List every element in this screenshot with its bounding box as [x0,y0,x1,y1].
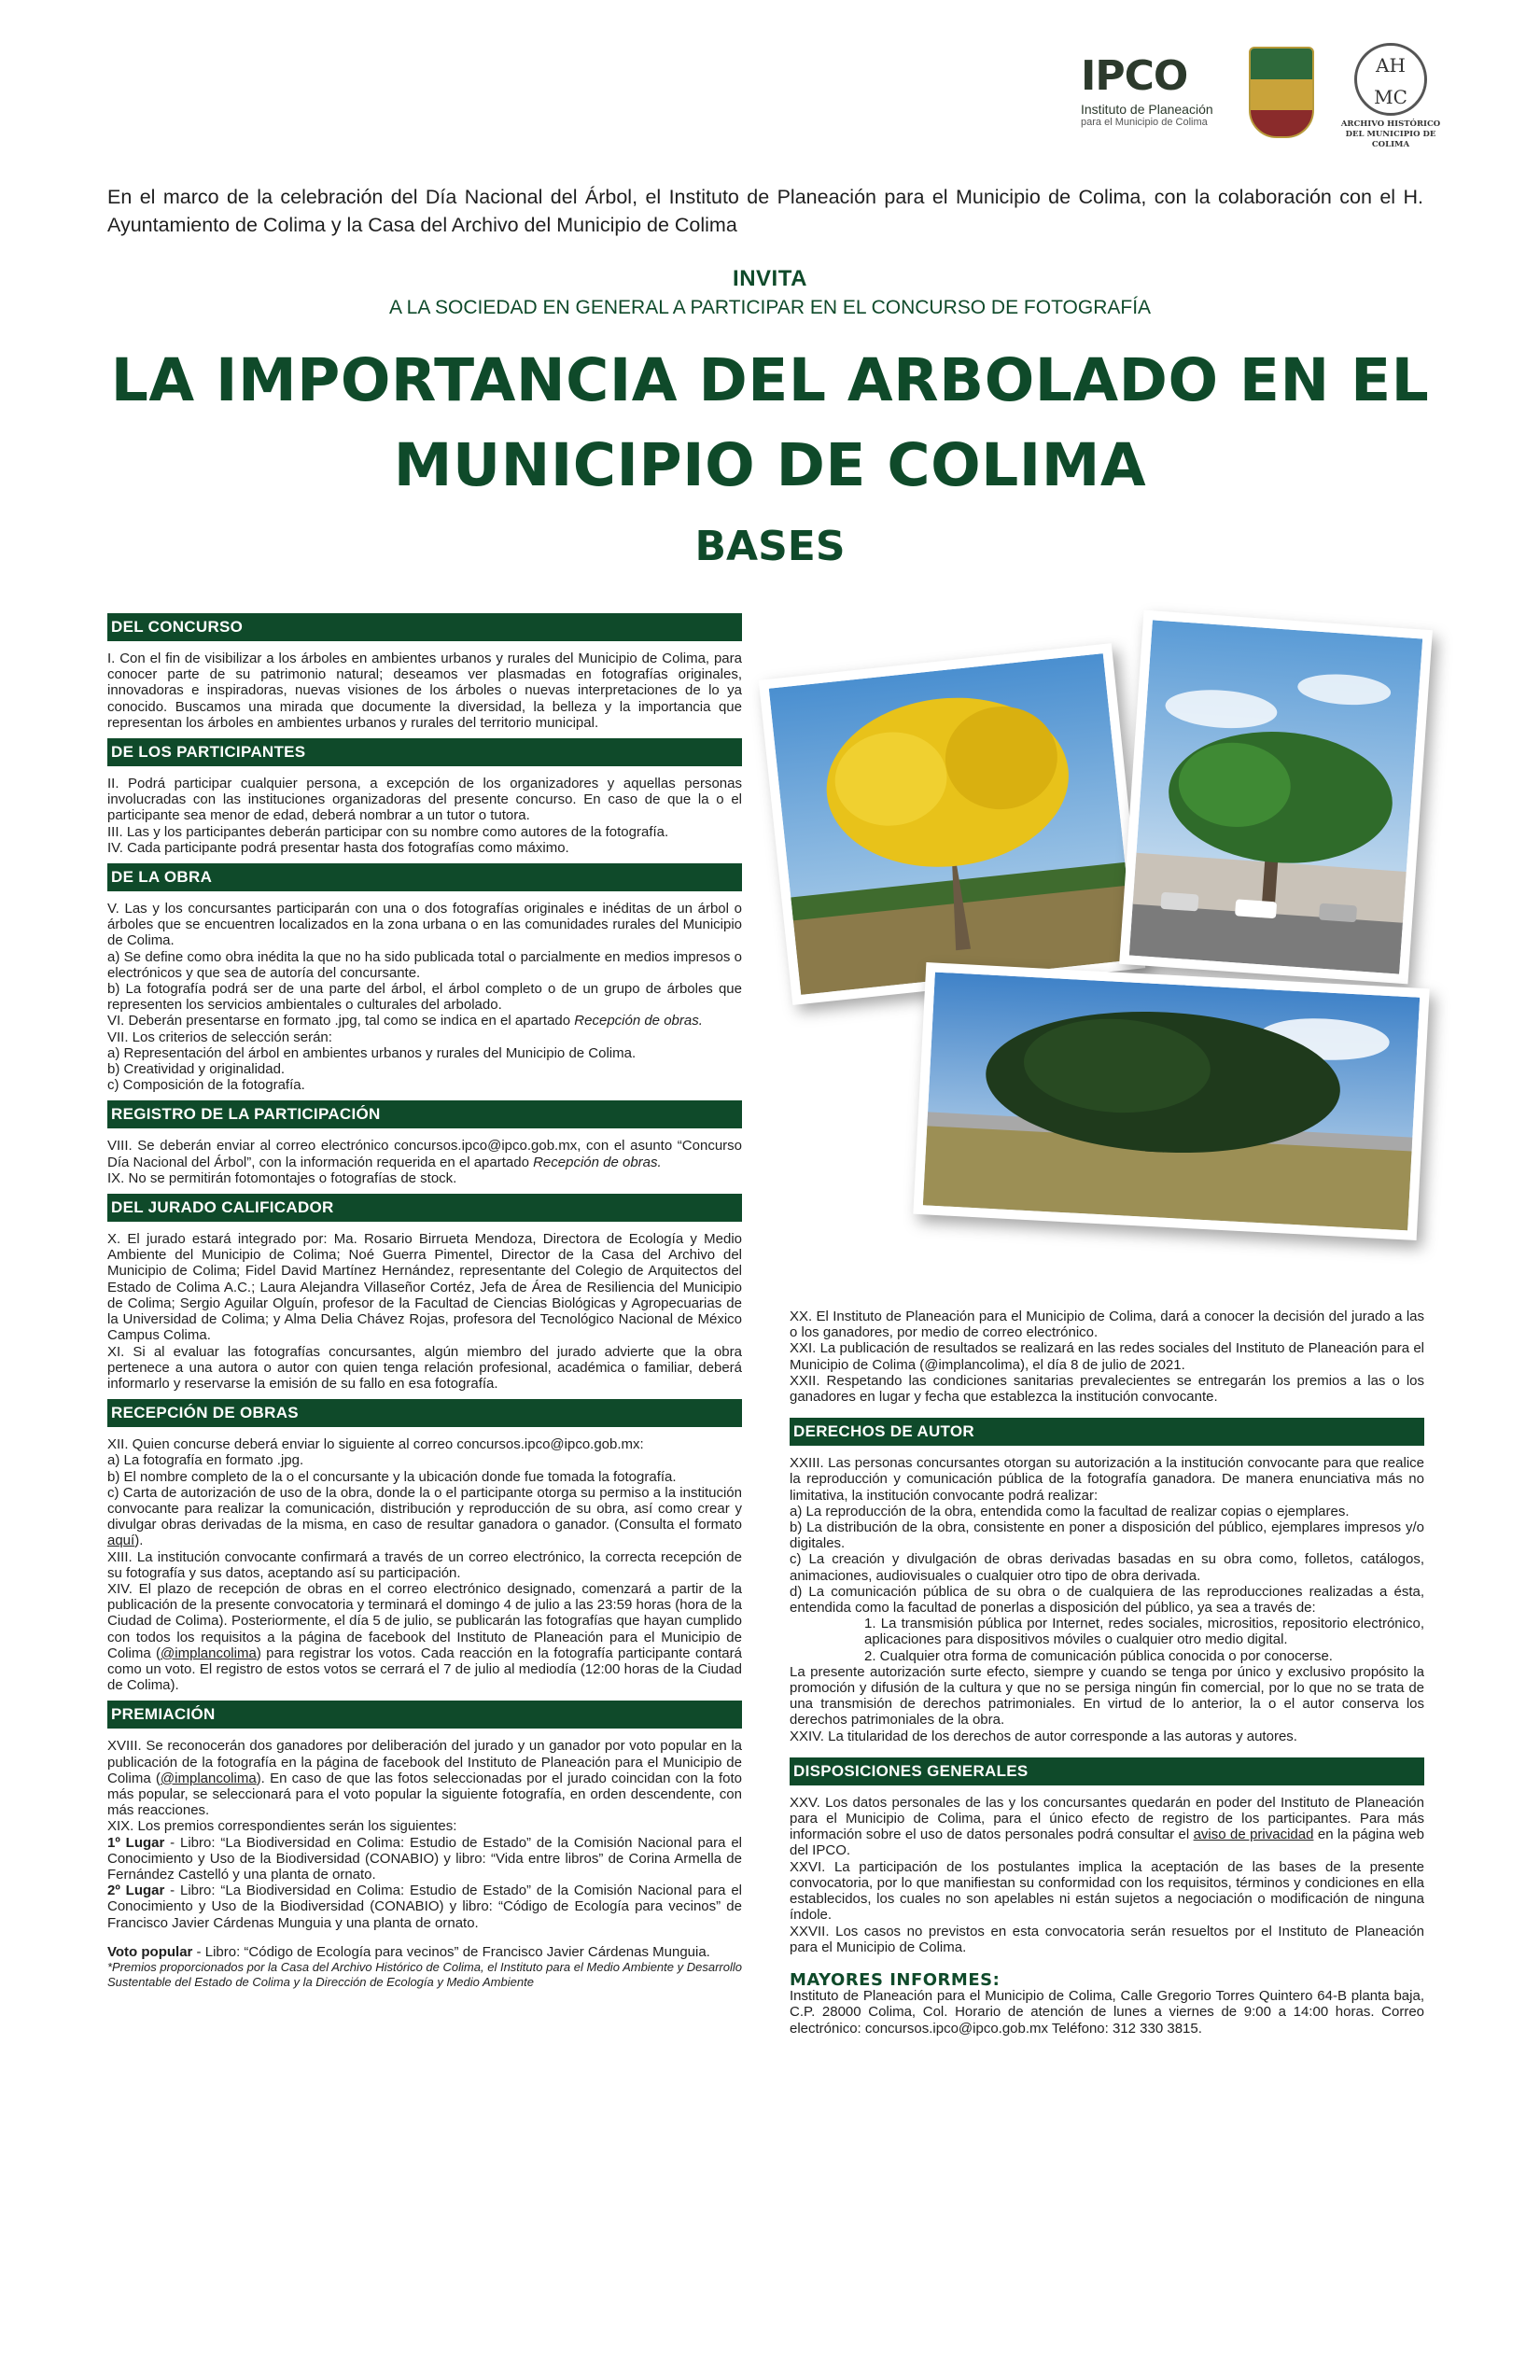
section-title-registro: REGISTRO DE LA PARTICIPACIÓN [107,1100,742,1128]
invita-heading: INVITA [733,266,807,291]
paragraph: b) Creatividad y originalidad. [107,1061,286,1078]
photo-street-trees [1119,610,1433,985]
prize-first [107,1835,742,1883]
paragraph: II. Podrá participar cualquier persona, a excepción de los organizadores y aquellas personas involucradas con las instituciones organizadoras del presente concurso. En caso de que la o el participante sea menor de edad, deberá nombrar a un tutor o tutora. [107,776,742,824]
large-tree-image [923,973,1420,1231]
section-title-participantes: DE LOS PARTICIPANTES [107,738,742,766]
prize-label: Voto popular [107,1943,193,1960]
paragraph: d) La comunicación pública de su obra o de cualquiera de las reproducciones realizadas a ésta, entendida como la facultad de ponerlas a disposición del público, ya sea a través de: [790,1583,1424,1617]
page-title-line2: MUNICIPIO DE COLIMA [393,431,1147,499]
ipco-wordmark: IPCO [1081,52,1188,100]
page-title-line1: LA IMPORTANCIA DEL ARBOLADO EN EL [110,346,1430,414]
paragraph: a) Se define como obra inédita la que no ha sido publicada total o parcialmente en medios impresos o electrónicos y que sea de autoría del concursante. [107,948,742,981]
ahmc-seal [1354,43,1427,116]
more-info-text: Instituto de Planeación para el Municipio de Colima, Calle Gregorio Torres Quintero 64-B planta baja, C.P. 28000 Colima, Col. Horario de atención de lunes a viernes de 9:00 a 14:00 horas. Correo electrónico: concursos.ipco@ipco.gob.mx Teléfono: 312 330 3815. [790,1988,1424,2037]
yellow-tree-image [769,653,1136,995]
spacer [107,1931,742,1944]
paragraph: III. Las y los participantes deberán participar con su nombre como autores de la fotografía. [107,823,669,840]
text-run: - Libro: “La Biodiversidad en Colima: Estudio de Estado” de la Comisión Nacional para el Conocimiento y Uso de la Biodiversidad (CONABIO) y libro: “Código de Ecología para vecinos” de Francisco Javier Cárdenas Munguia y una planta de ornato. [107,1883,742,1931]
section-registro [107,1128,742,1186]
paragraph: IV. Cada participante podrá presentar hasta dos fotografías como máximo. [107,839,569,856]
section-title-jurado: DEL JURADO CALIFICADOR [107,1194,742,1222]
invita-subheading: A LA SOCIEDAD EN GENERAL A PARTICIPAR EN EL CONCURSO DE FOTOGRAFÍA [388,297,1152,318]
section-title-concurso: DEL CONCURSO [107,613,742,641]
street-trees-image [1129,620,1422,973]
prize-note: *Premios proporcionados por la Casa del Archivo Histórico de Colima, el Instituto para el Medio Ambiente y Desarrollo Sustentable del Estado de Colima y la Dirección de Ecología y Medio Ambiente [107,1960,742,1989]
photo-large-tree [913,962,1429,1240]
text-run: XXV. Los datos personales de las y los concursantes quedarán en poder del Instituto de Planeación para el Municipio de Colima, para el único efecto de registro de los participantes. Para más información sobre el uso de datos personales podrá consultar el [790,1794,1424,1843]
paragraph: XIII. La institución convocante confirmará a través de un correo electrónico, la correcta recepción de su fotografía y sus datos, aceptando así su participación. [107,1548,742,1581]
text-run-italic: Recepción de obras. [574,1013,703,1029]
ahmc-caption-line1: ARCHIVO HISTÓRICO [1340,119,1441,129]
paragraph: b) El nombre completo de la o el concursante y la ubicación donde fue tomada la fotografía. [107,1468,677,1485]
paragraph: XX. El Instituto de Planeación para el Municipio de Colima, dará a conocer la decisión del jurado a las o los ganadores, por medio de correo electrónico. [790,1309,1424,1341]
paragraph: 1. La transmisión pública por Internet, redes sociales, micrositios, repositorio electrónico, aplicaciones para dispositivos móviles o cualquier otro medio digital. [864,1616,1424,1648]
text-run: - Libro: “Código de Ecología para vecinos” de Francisco Javier Cárdenas Munguia. [192,1943,710,1960]
paragraph: XI. Si al evaluar las fotografías concursantes, algún miembro del jurado advierte que la obra pertenece a una autora o autor con quien tenga relación profesional, académica o familiar, deberá informarlo y reservarse la emisión de su fallo en esa fotografía. [107,1343,742,1392]
paragraph: b) La distribución de la obra, consistente en poner a disposición del público, ejemplares impresos y/o digitales. [790,1519,1424,1552]
paragraph: XXII. Respetando las condiciones sanitarias prevalecientes se entregarán los premios a las o los ganadores en lugar y fecha que establezca la institución convocante. [790,1372,1424,1406]
privacy-notice-link[interactable]: aviso de privacidad [1193,1827,1314,1843]
paragraph: a) La reproducción de la obra, entendida como la facultad de realizar copias o ejemplares. [790,1503,1350,1519]
text-run: c) Carta de autorización de uso de la obra, donde la o el participante otorga su permiso a la institución convocante para realizar la comunicación, distribución y reproducción de su obra, así como crear y divulgar obras derivadas de la misma, en caso de resultar ganadora o ganador. (Consulta el formato [107,1484,742,1533]
ahmc-seal-bottom: MC [1374,86,1407,108]
text-run: VI. Deberán presentarse en formato .jpg, tal como se indica en el apartado [107,1013,575,1029]
ahmc-caption [1335,119,1447,150]
paragraph: c) Composición de la fotografía. [107,1077,305,1094]
text-run: en la página web del IPCO. [790,1827,1424,1859]
section-recepcion [107,1427,742,1693]
paragraph: V. Las y los concursantes participarán con una o dos fotografías originales e inéditas de un árbol o árboles que se encuentren localizados en la zona urbana o en las comunidades rurales del Municipio de Colima. [107,901,742,949]
text-run-italic: Recepción de obras. [533,1154,662,1170]
section-title-disposiciones: DISPOSICIONES GENERALES [790,1757,1424,1785]
ipco-subtitle: Instituto de Planeación [1081,102,1213,117]
paragraph: IX. No se permitirán fotomontajes o fotografías de stock. [107,1169,457,1186]
text-run: ). [134,1533,144,1549]
prize-label: 2º Lugar [107,1883,165,1899]
paragraph: I. Con el fin de visibilizar a los árboles en ambientes urbanos y rurales del Municipio de Colima, para conocer parte de su patrimonio natural; deseamos ver plasmadas en fotografías originales, innovadoras e inspiradoras, nuevas visiones de los árboles o nuevas interpretaciones de lo ya conocido. Buscamos una mirada que documente la diversidad, la belleza y la importancia que representan los árboles en ambientes urbanos y rurales del territorio municipal. [107,651,742,731]
paragraph [107,1138,742,1169]
section-resultados [790,1309,1424,1405]
paragraph [107,1738,742,1818]
paragraph [107,1485,742,1549]
prize-second [107,1883,742,1931]
paragraph: XXVII. Los casos no previstos en esta convocatoria serán resueltos por el Instituto de Planeación para el Municipio de Colima. [790,1923,1424,1955]
prize-label: 1º Lugar [107,1834,165,1851]
section-participantes [107,766,742,856]
section-premiacion [107,1729,742,1990]
section-obra [107,891,742,1093]
paragraph: c) La creación y divulgación de obras derivadas basadas en su obra como, folletos, catálogos, animaciones, audiovisuales o cualquier otro tipo de obra derivada. [790,1551,1424,1584]
paragraph: XXI. La publicación de resultados se realizará en las redes sociales del Instituto de Planeación para el Municipio de Colima (@implancolima), el día 8 de julio de 2021. [790,1340,1424,1373]
paragraph: a) Representación del árbol en ambientes urbanos y rurales del Municipio de Colima. [107,1044,637,1061]
paragraph: La presente autorización surte efecto, siempre y cuando se tenga por único y exclusivo propósito la promoción y difusión de la cultura y que no se persiga ningún fin comercial, por lo que no se trata de una transmisión de derechos patrimoniales. En virtud de lo anterior, la o el autor conserva los derechos patrimoniales de la obra. [790,1663,1424,1729]
left-column [107,613,742,1990]
text-run: ) para registrar los votos. Cada reacción en la fotografía participante contará como un voto. El registro de estos votos se cerrará el 7 de julio al mediodía (12:00 horas de la Ciudad de Colima). [107,1645,742,1694]
ahmc-logo [1335,43,1447,149]
text-run: ). En caso de que las fotos seleccionadas por el jurado coincidan con la foto más popular, se seleccionará para el voto popular la siguiente fotografía, en orden descendente, con más reacciones. [107,1770,743,1819]
colima-shield-logo [1249,47,1314,138]
text-run: XVIII. Se reconocerán dos ganadores por deliberación del jurado y un ganador por voto popular en la publicación de la fotografía en la página de facebook del Instituto de Planeación para el Municipio de Colima ( [107,1738,742,1786]
ipco-subtitle-2: para el Municipio de Colima [1081,117,1208,128]
paragraph [790,1795,1424,1859]
section-derechos [790,1446,1424,1744]
section-title-derechos: DERECHOS DE AUTOR [790,1418,1424,1446]
more-info-title: MAYORES INFORMES: [790,1969,1001,1990]
photo-yellow-tree [759,643,1146,1005]
section-title-premiacion: PREMIACIÓN [107,1701,742,1729]
bases-heading: BASES [694,523,846,570]
paragraph: VII. Los criterios de selección serán: [107,1029,332,1045]
facebook-link[interactable]: @implancolima [161,1645,257,1661]
intro-text: En el marco de la celebración del Día Nacional del Árbol, el Instituto de Planeación para el Municipio de Colima, con la colaboración con el H. Ayuntamiento de Colima y la Casa del Archivo del Municipio de Colima [107,186,1423,236]
section-jurado [107,1222,742,1392]
right-column [790,1309,1424,2037]
paragraph: XXVI. La participación de los postulantes implica la aceptación de las bases de la presente convocatoria, por lo que manifiestan su conformidad con los requisitos, términos y condiciones en ella establecidos, los cuales no son apelables ni están sujetos a negociación o modificación de ninguna índole. [790,1858,1424,1924]
paragraph [107,1581,742,1693]
section-disposiciones [790,1785,1424,1955]
page-title [93,338,1447,508]
section-title-obra: DE LA OBRA [107,863,742,891]
paragraph: XII. Quien concurse deberá enviar lo siguiente al correo concursos.ipco@ipco.gob.mx: [107,1436,644,1453]
paragraph: XXIII. Las personas concursantes otorgan su autorización a la institución convocante para que realice la reproducción y comunicación pública de la fotografía ganadora. De manera enunciativa más no limitativa, la institución convocante podrá realizar: [790,1455,1424,1504]
text-run: VIII. Se deberán enviar al correo electrónico concursos.ipco@ipco.gob.mx, con el asunto “Concurso Día Nacional del Árbol”, con la información requerida en el apartado [107,1138,742,1170]
paragraph: a) La fotografía en formato .jpg. [107,1452,304,1469]
section-concurso [107,641,742,731]
prize-popular [107,1944,742,1960]
text-run: - Libro: “La Biodiversidad en Colima: Estudio de Estado” de la Comisión Nacional para el Conocimiento y Uso de la Biodiversidad (CONABIO) y libro: “Vida entre libros” de Corina Armella de Fernández Castelló y una planta de ornato. [107,1834,742,1883]
section-title-recepcion: RECEPCIÓN DE OBRAS [107,1399,742,1427]
ahmc-caption-line2: DEL MUNICIPIO DE COLIMA [1345,130,1436,149]
paragraph: X. El jurado estará integrado por: Ma. Rosario Birrueta Mendoza, Directora de Ecología y Medio Ambiente del Municipio de Colima; Noé Guerra Pimentel, Director de la Casa del Archivo del Municipio de Colima; Fidel David Martínez Hernández, representante del Colegio de Arquitectos del Estado de Colima A.C.; Laura Alejandra Villaseñor Cortéz, Jefa de Área de Resiliencia del Municipio de Colima; Sergio Aguilar Olguín, profesor de la Facultad de Ciencias Biológicas y Agropecuarias de la Universidad de Colima; y Alma Delia Chávez Rojas, profesora del Tecnológico Nacional de México Campus Colima. [107,1231,742,1344]
paragraph [107,1013,742,1029]
text-run: XIV. El plazo de recepción de obras en el correo electrónico designado, comenzará a partir de la publicación de la presente convocatoria y terminará el domingo 4 de julio a las 23:59 horas (hora de la Ciudad de Colima). Posteriormente, el día 5 de julio, se publicarán las fotografías que hayan cumplido con todos los requisitos a la página de facebook del Instituto de Planeación para el Municipio de Colima ( [107,1580,742,1661]
paragraph: XXIV. La titularidad de los derechos de autor corresponde a las autoras y autores. [790,1728,1297,1744]
paragraph: 2. Cualquier otra forma de comunicación pública conocida o por conocerse. [864,1647,1333,1664]
facebook-link[interactable]: @implancolima [160,1770,257,1786]
paragraph: b) La fotografía podrá ser de una parte del árbol, el árbol completo o de un grupo de árboles que representen los servicios ambientales o culturales del arbolado. [107,981,742,1014]
format-link[interactable]: aquí [107,1533,135,1549]
ahmc-seal-top: AH [1376,54,1406,77]
ipco-logo [1081,52,1239,146]
paragraph: XIX. Los premios correspondientes serán los siguientes: [107,1818,457,1835]
